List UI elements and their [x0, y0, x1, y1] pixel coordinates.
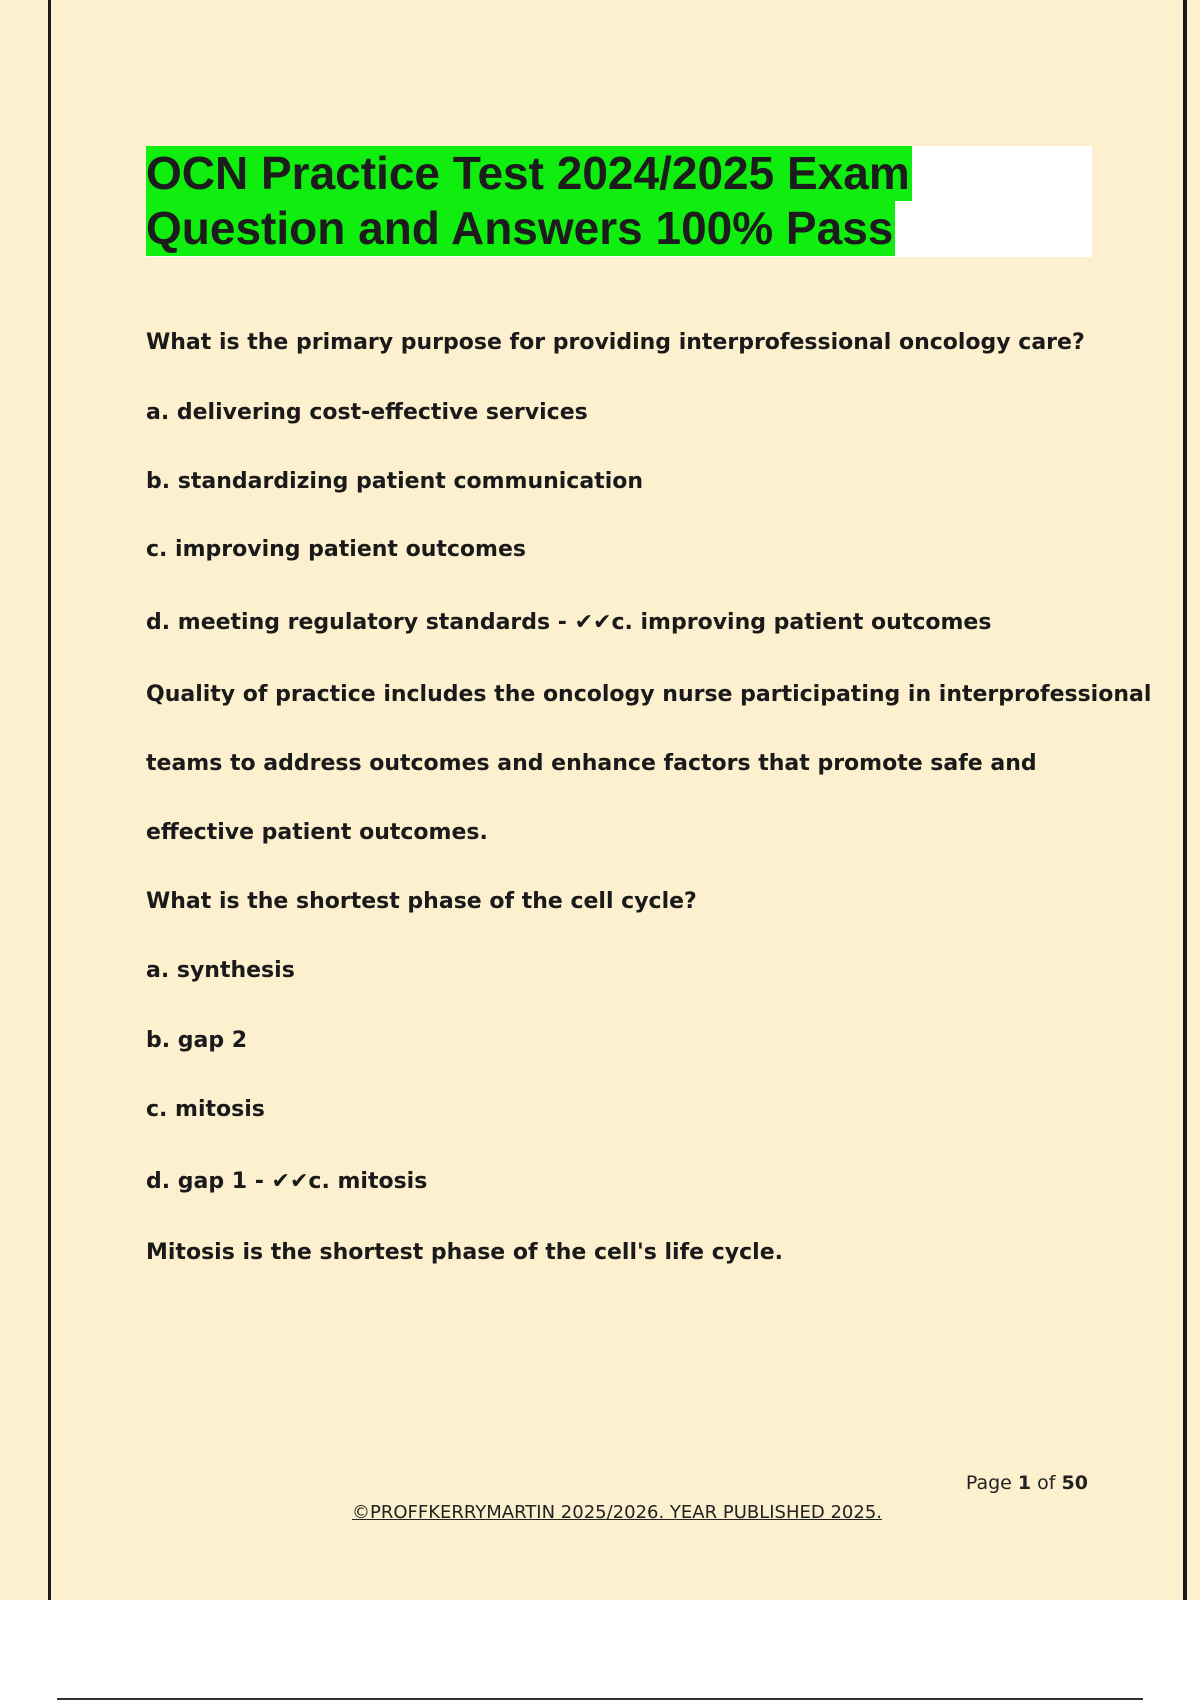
document-title-line-1: OCN Practice Test 2024/2025 Exam: [146, 147, 910, 199]
question-2-option-d: d. gap 1 -: [146, 1169, 264, 1194]
question-1-option-b: b. standardizing patient communication: [146, 469, 644, 494]
question-1-option-a: a. delivering cost-effective services: [146, 400, 588, 425]
check-mark-icon: ✔✔: [271, 1169, 309, 1194]
question-2-option-d-with-answer: [146, 1167, 427, 1197]
page-current: 1: [1017, 1472, 1032, 1494]
question-2-option-a: a. synthesis: [146, 958, 295, 983]
footer-copyright: ©PROFFKERRYMARTIN 2025/2026. YEAR PUBLISHED 2025.: [352, 1502, 882, 1523]
question-1-rationale-line-1: Quality of practice includes the oncology nurse participating in interprofessional: [146, 682, 1152, 707]
question-1-option-d: d. meeting regulatory standards -: [146, 610, 567, 635]
question-1-option-c: c. improving patient outcomes: [146, 537, 526, 562]
question-2-rationale-line-1: Mitosis is the shortest phase of the cell's life cycle.: [146, 1240, 783, 1265]
page-label: Page: [965, 1472, 1012, 1494]
question-2-text: What is the shortest phase of the cell cycle?: [146, 889, 697, 914]
question-2-option-c: c. mitosis: [146, 1097, 265, 1122]
question-1-rationale-line-3: effective patient outcomes.: [146, 820, 488, 845]
page-total: 50: [1061, 1472, 1088, 1494]
page-of: of: [1037, 1472, 1056, 1494]
document-title-line-2: Question and Answers 100% Pass: [146, 202, 894, 254]
question-1-option-d-with-answer: [146, 608, 991, 638]
page-border-left: [48, 0, 51, 1600]
page-number: [966, 1472, 1088, 1494]
question-1-text: What is the primary purpose for providing interprofessional oncology care?: [146, 330, 1085, 355]
question-2-option-b: b. gap 2: [146, 1028, 248, 1053]
question-1-answer: c. improving patient outcomes: [611, 610, 992, 635]
page-border-right: [1183, 0, 1187, 1600]
question-1-rationale-line-2: teams to address outcomes and enhance factors that promote safe and: [146, 751, 1037, 776]
question-2-answer: c. mitosis: [308, 1169, 428, 1194]
check-mark-icon: ✔✔: [574, 610, 612, 635]
